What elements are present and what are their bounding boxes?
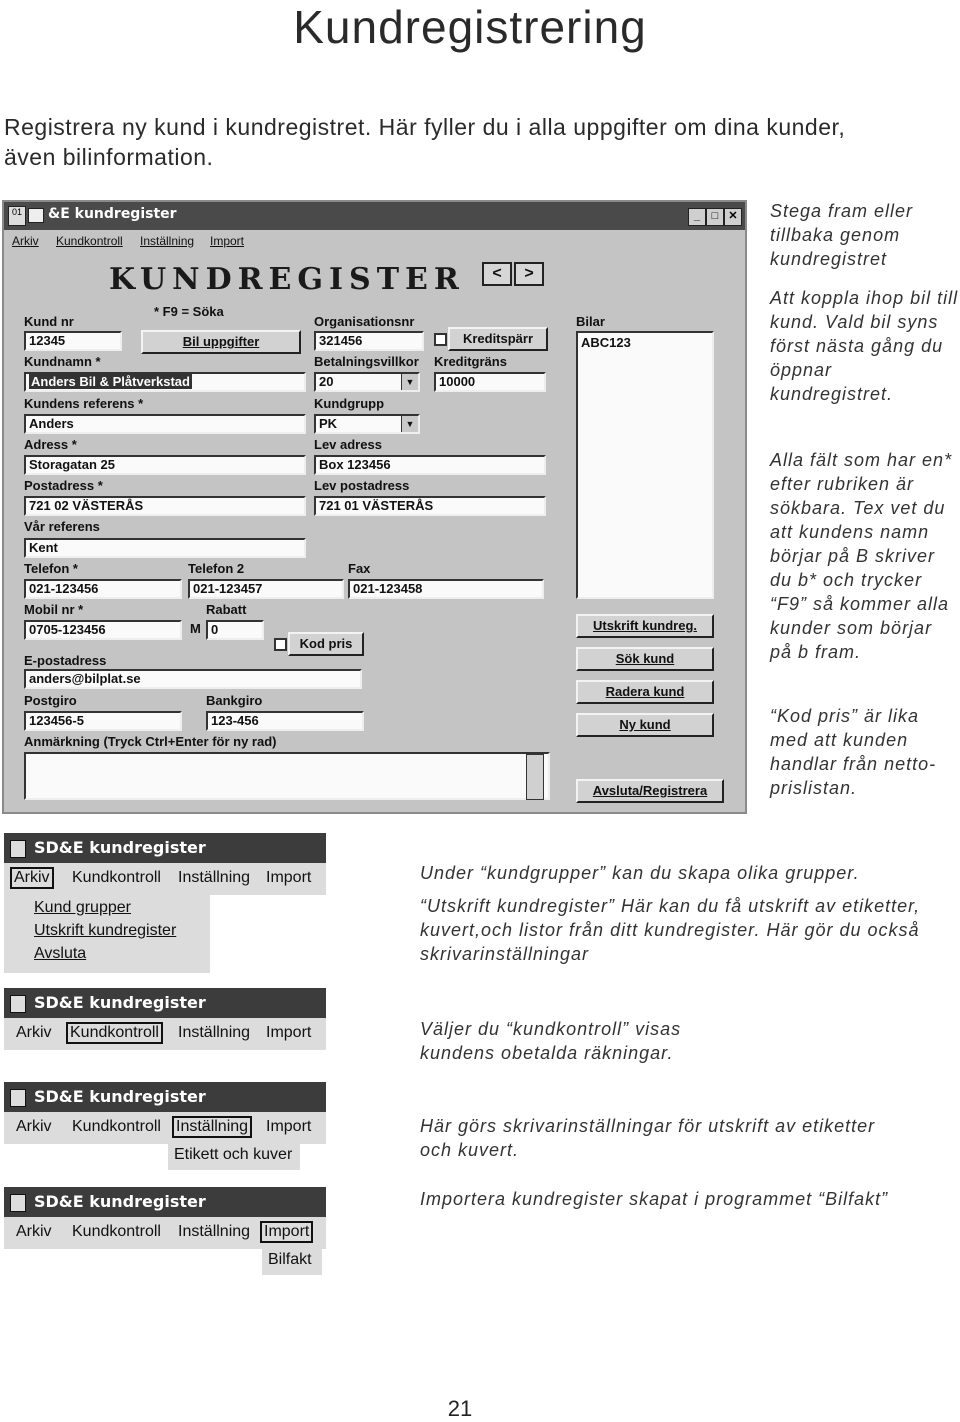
bankgiro-field[interactable]: 123-456 bbox=[206, 711, 364, 731]
label-kundgrupp: Kundgrupp bbox=[314, 396, 385, 411]
menu-bar bbox=[4, 230, 745, 252]
menu-arkiv[interactable]: Arkiv bbox=[16, 1118, 52, 1135]
kod-pris-checkbox[interactable] bbox=[274, 638, 287, 651]
bil-uppgifter-button[interactable]: Bil uppgifter bbox=[141, 330, 301, 354]
page-title: Kundregistrering bbox=[293, 1, 647, 53]
menu-installning[interactable]: Inställning bbox=[178, 1223, 251, 1240]
menu-item-etikett-och-kuver[interactable]: Etikett och kuver bbox=[174, 1146, 293, 1163]
snapshot-title: SD&E kundregister bbox=[34, 1192, 206, 1211]
note-navigation: Stega fram eller tillbaka genom kundregistret bbox=[770, 201, 914, 269]
kundgrupp-value: PK bbox=[319, 416, 338, 431]
label-kundens-referens: Kundens referens * bbox=[24, 396, 144, 411]
menu-snapshot-arkiv bbox=[4, 833, 326, 895]
menu-import[interactable]: Import bbox=[210, 234, 245, 248]
app-icon bbox=[10, 1089, 26, 1107]
label-var-referens: Vår referens bbox=[24, 519, 100, 534]
postadress-field[interactable]: 721 02 VÄSTERÅS bbox=[24, 496, 306, 516]
snapshot-titlebar bbox=[4, 988, 326, 1018]
maximize-button[interactable]: □ bbox=[706, 208, 724, 226]
lev-adress-field[interactable]: Box 123456 bbox=[314, 455, 546, 475]
epost-field[interactable]: anders@bilplat.se bbox=[24, 669, 362, 689]
utskrift-kundreg-button[interactable]: Utskrift kundreg. bbox=[576, 614, 714, 638]
label-postgiro: Postgiro bbox=[24, 693, 77, 708]
app-icon bbox=[10, 840, 26, 858]
anmarkning-scrollbar[interactable] bbox=[526, 754, 544, 800]
var-referens-field[interactable]: Kent bbox=[24, 538, 306, 558]
label-betalningsvillkor: Betalningsvillkor bbox=[314, 354, 419, 369]
label-adress: Adress * bbox=[24, 437, 77, 452]
label-fax: Fax bbox=[348, 561, 371, 576]
menu-import[interactable]: Import bbox=[266, 1024, 312, 1041]
label-telefon: Telefon * bbox=[24, 561, 78, 576]
menu-import[interactable]: Import bbox=[260, 1221, 313, 1243]
label-organisationsnr: Organisationsnr bbox=[314, 314, 415, 329]
label-lev-adress: Lev adress bbox=[314, 437, 382, 452]
radera-kund-button[interactable]: Radera kund bbox=[576, 680, 714, 704]
window-titlebar bbox=[4, 202, 745, 230]
label-mobil: Mobil nr * bbox=[24, 602, 84, 617]
kundgrupp-select[interactable] bbox=[314, 414, 420, 434]
menu-kundkontroll[interactable]: Kundkontroll bbox=[72, 1118, 161, 1135]
ny-kund-button[interactable]: Ny kund bbox=[576, 713, 714, 737]
mobil-field[interactable]: 0705-123456 bbox=[24, 620, 182, 640]
bilar-list[interactable]: ABC123 bbox=[576, 331, 714, 599]
note-bil-koppling: Att koppla ihop bil till kund. Vald bil syns först nästa gång du öppnar kundregistret. bbox=[770, 288, 959, 404]
label-anmarkning: Anmärkning (Tryck Ctrl+Enter för ny rad) bbox=[24, 734, 277, 749]
kund-nr-field[interactable]: 12345 bbox=[24, 331, 122, 351]
telefon2-field[interactable]: 021-123457 bbox=[188, 579, 344, 599]
rabatt-field[interactable]: 0 bbox=[206, 620, 264, 640]
snapshot-title: SD&E kundregister bbox=[34, 838, 206, 857]
fax-field[interactable]: 021-123458 bbox=[348, 579, 544, 599]
label-lev-postadress: Lev postadress bbox=[314, 478, 410, 493]
snapshot-titlebar bbox=[4, 833, 326, 863]
avsluta-registrera-button[interactable]: Avsluta/Registrera bbox=[576, 779, 724, 803]
snapshot-titlebar bbox=[4, 1187, 326, 1217]
mail-icon bbox=[28, 208, 44, 223]
menu-item-kund-grupper[interactable]: Kund grupper bbox=[34, 899, 131, 916]
menu-arkiv[interactable]: Arkiv bbox=[12, 234, 39, 248]
note-kundgrupper: Under “kundgrupper” kan du skapa olika grupper. bbox=[420, 863, 860, 883]
menu-kundkontroll[interactable]: Kundkontroll bbox=[56, 234, 123, 248]
note-installning: Här görs skrivarinställningar för utskrift av etiketter och kuvert. bbox=[420, 1116, 876, 1160]
menu-item-bilfakt[interactable]: Bilfakt bbox=[268, 1251, 312, 1268]
note-kod-pris: “Kod pris” är lika med att kunden handlar från netto-prislistan. bbox=[770, 706, 937, 798]
note-import: Importera kundregister skapat i programmet “Bilfakt” bbox=[420, 1189, 889, 1209]
next-record-button[interactable]: > bbox=[514, 262, 544, 286]
intro-text: Registrera ny kund i kundregistret. Här fyller du i alla uppgifter om dina kunder, även bilinformation. bbox=[4, 114, 846, 170]
menu-kundkontroll[interactable]: Kundkontroll bbox=[72, 1223, 161, 1240]
window-title: &E kundregister bbox=[48, 206, 177, 222]
menu-arkiv[interactable]: Arkiv bbox=[16, 1024, 52, 1041]
postgiro-field[interactable]: 123456-5 bbox=[24, 711, 182, 731]
snapshot-titlebar bbox=[4, 1082, 326, 1112]
menu-snapshot-import bbox=[4, 1187, 326, 1249]
menu-import[interactable]: Import bbox=[266, 869, 312, 886]
label-postadress: Postadress * bbox=[24, 478, 103, 493]
menu-item-utskrift-kundregister[interactable]: Utskrift kundregister bbox=[34, 922, 177, 939]
kundnamn-value: Anders Bil & Plåtverkstad bbox=[31, 374, 190, 389]
import-dropdown bbox=[262, 1249, 322, 1275]
minimize-button[interactable]: _ bbox=[688, 208, 706, 226]
page-number: 21 bbox=[447, 1396, 473, 1421]
adress-field[interactable]: Storagatan 25 bbox=[24, 455, 306, 475]
kreditsparr-label: Kreditspärr bbox=[448, 327, 548, 351]
installning-dropdown bbox=[168, 1144, 300, 1170]
label-rabatt: Rabatt bbox=[206, 602, 247, 617]
lev-postadress-field[interactable]: 721 01 VÄSTERÅS bbox=[314, 496, 546, 516]
menu-kundkontroll[interactable]: Kundkontroll bbox=[72, 869, 161, 886]
rabatt-prefix: M bbox=[190, 621, 201, 636]
kundnamn-field[interactable] bbox=[24, 372, 306, 392]
note-sokbara-falt: Alla fält som har en* efter rubriken är sökbara. Tex vet du att kundens namn börjar på B skriver du b* och trycker “F9” så kommer alla kunder som börjar på b fram. bbox=[770, 450, 953, 662]
note-kundkontroll: Väljer du “kundkontroll” visas kundens obetalda räkningar. bbox=[420, 1019, 682, 1063]
kod-pris-label: Kod pris bbox=[288, 632, 364, 656]
chevron-down-icon[interactable]: ▼ bbox=[401, 416, 418, 432]
anmarkning-field[interactable] bbox=[24, 752, 550, 800]
close-button[interactable]: ✕ bbox=[724, 208, 742, 226]
kundregister-window bbox=[2, 200, 747, 814]
chevron-down-icon[interactable]: ▼ bbox=[401, 374, 418, 390]
menu-arkiv[interactable]: Arkiv bbox=[10, 867, 54, 889]
betalningsvillkor-select[interactable] bbox=[314, 372, 420, 392]
app-icon: 01 bbox=[8, 206, 26, 226]
snapshot-title: SD&E kundregister bbox=[34, 993, 206, 1012]
register-heading: KUNDREGISTER bbox=[109, 262, 465, 297]
sok-kund-button[interactable]: Sök kund bbox=[576, 647, 714, 671]
menu-installning[interactable]: Inställning bbox=[172, 1116, 252, 1138]
label-kreditgrans: Kreditgräns bbox=[434, 354, 507, 369]
menu-item-avsluta[interactable]: Avsluta bbox=[34, 945, 87, 962]
menu-arkiv[interactable]: Arkiv bbox=[16, 1223, 52, 1240]
kundens-referens-field[interactable]: Anders bbox=[24, 414, 306, 434]
menu-snapshot-installning bbox=[4, 1082, 326, 1144]
kreditsparr-checkbox[interactable] bbox=[434, 333, 447, 346]
note-utskrift: “Utskrift kundregister” Här kan du få utskrift av etiketter, kuvert,och listor från ditt kundregister. Här gör du också skrivarinställningar bbox=[420, 896, 921, 964]
menu-installning[interactable]: Inställning bbox=[178, 869, 251, 886]
betalningsvillkor-value: 20 bbox=[319, 374, 334, 389]
menu-installning[interactable]: Inställning bbox=[178, 1024, 251, 1041]
app-icon bbox=[10, 995, 26, 1013]
telefon-field[interactable]: 021-123456 bbox=[24, 579, 182, 599]
menu-import[interactable]: Import bbox=[266, 1118, 312, 1135]
label-bilar: Bilar bbox=[576, 314, 605, 329]
prev-record-button[interactable]: < bbox=[482, 262, 512, 286]
snapshot-title: SD&E kundregister bbox=[34, 1087, 206, 1106]
menu-kundkontroll[interactable]: Kundkontroll bbox=[66, 1022, 163, 1044]
app-icon bbox=[10, 1194, 26, 1212]
arkiv-dropdown bbox=[4, 895, 210, 973]
label-kund-nr: Kund nr bbox=[24, 314, 74, 329]
organisationsnr-field[interactable]: 321456 bbox=[314, 331, 424, 351]
label-kundnamn: Kundnamn * bbox=[24, 354, 101, 369]
label-epost: E-postadress bbox=[24, 653, 107, 668]
menu-snapshot-kundkontroll bbox=[4, 988, 326, 1050]
kreditgrans-field[interactable]: 10000 bbox=[434, 372, 546, 392]
menu-installning[interactable]: Inställning bbox=[140, 234, 195, 248]
search-hint: * F9 = Söka bbox=[154, 304, 224, 319]
label-bankgiro: Bankgiro bbox=[206, 693, 263, 708]
label-telefon2: Telefon 2 bbox=[188, 561, 245, 576]
